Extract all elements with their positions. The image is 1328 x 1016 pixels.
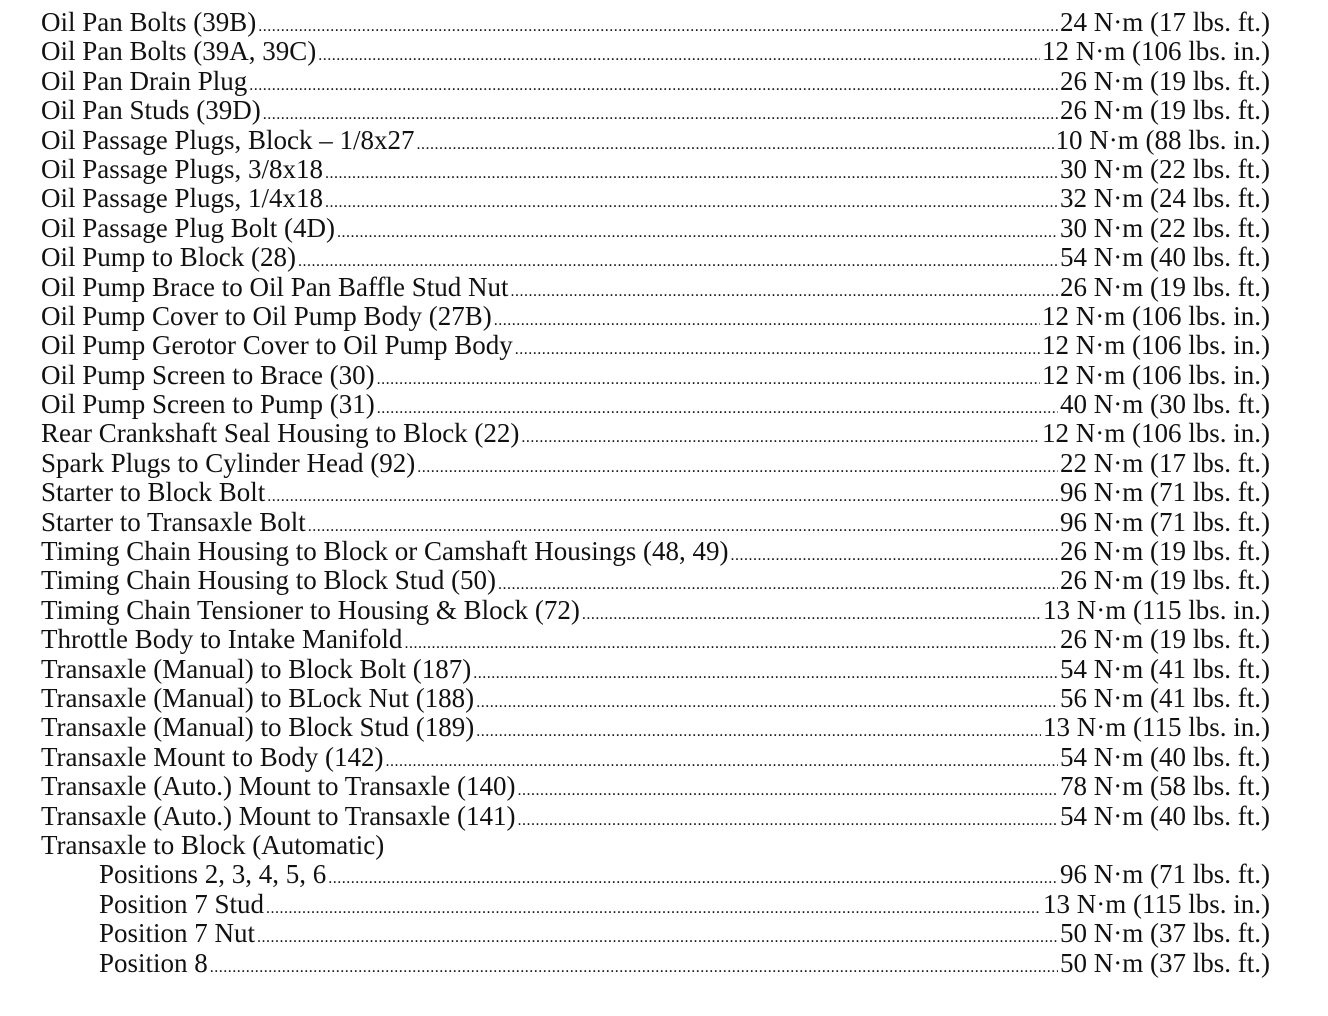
- spec-value: 26 N·m (19 lbs. ft.): [1060, 625, 1270, 655]
- spec-row: [41, 67, 1270, 96]
- spec-value: 30 N·m (22 lbs. ft.): [1060, 213, 1270, 243]
- dot-leader: [325, 159, 1058, 184]
- spec-row: [41, 890, 1270, 919]
- dot-leader: [258, 12, 1058, 37]
- spec-row: [41, 155, 1270, 184]
- spec-value: 54 N·m (40 lbs. ft.): [1060, 742, 1270, 772]
- spec-value: 32 N·m (24 lbs. ft.): [1060, 184, 1270, 214]
- spec-row: [41, 478, 1270, 507]
- dot-leader: [263, 100, 1058, 125]
- dot-leader: [517, 776, 1058, 801]
- spec-label: Oil Pump to Block (28): [41, 243, 296, 273]
- spec-row: [41, 772, 1270, 801]
- spec-label: Oil Pump Cover to Oil Pump Body (27B): [41, 301, 492, 331]
- spec-value: 26 N·m (19 lbs. ft.): [1060, 566, 1270, 596]
- spec-label: Oil Pan Drain Plug: [41, 66, 248, 96]
- spec-label: Oil Passage Plugs, 3/8x18: [41, 154, 324, 184]
- spec-label: Position 8: [99, 948, 208, 978]
- spec-label: Oil Passage Plug Bolt (4D): [41, 213, 335, 243]
- spec-row: [41, 684, 1270, 713]
- spec-label: Oil Pump Screen to Brace (30): [41, 360, 375, 390]
- spec-row: [41, 949, 1270, 978]
- spec-row: [41, 390, 1270, 419]
- spec-value: 12 N·m (106 lbs. in.): [1042, 301, 1270, 331]
- spec-value: 54 N·m (40 lbs. ft.): [1060, 801, 1270, 831]
- dot-leader: [731, 541, 1059, 566]
- spec-value: 22 N·m (17 lbs. ft.): [1060, 448, 1270, 478]
- spec-row: [41, 625, 1270, 654]
- dot-leader: [582, 600, 1041, 625]
- dot-leader: [337, 218, 1058, 243]
- spec-label: Transaxle (Manual) to BLock Nut (188): [41, 683, 475, 713]
- spec-label: Transaxle Mount to Body (142): [41, 742, 384, 772]
- dot-leader: [494, 306, 1040, 331]
- spec-row: [41, 361, 1270, 390]
- spec-row: [41, 655, 1270, 684]
- spec-label: Transaxle (Manual) to Block Stud (189): [41, 713, 475, 743]
- dot-leader: [308, 512, 1058, 537]
- spec-label: Oil Pump Brace to Oil Pan Baffle Stud Nut: [41, 272, 509, 302]
- spec-row: [41, 96, 1270, 125]
- dot-leader: [210, 953, 1058, 978]
- spec-row: [41, 743, 1270, 772]
- spec-label: Oil Passage Plugs, 1/4x18: [41, 184, 324, 214]
- spec-label: Oil Passage Plugs, Block – 1/8x27: [41, 125, 415, 155]
- spec-label: Timing Chain Tensioner to Housing & Block (72): [41, 595, 580, 625]
- spec-label: Positions 2, 3, 4, 5, 6: [99, 860, 327, 890]
- spec-label: Rear Crankshaft Seal Housing to Block (22): [41, 419, 520, 449]
- spec-row: [41, 537, 1270, 566]
- spec-value: 96 N·m (71 lbs. ft.): [1060, 478, 1270, 508]
- dot-leader: [417, 453, 1058, 478]
- spec-label: Oil Pan Bolts (39A, 39C): [41, 37, 317, 67]
- spec-row: [41, 37, 1270, 66]
- spec-value: 26 N·m (19 lbs. ft.): [1060, 66, 1270, 96]
- spec-value: 78 N·m (58 lbs. ft.): [1060, 772, 1270, 802]
- spec-label: Transaxle (Manual) to Block Bolt (187): [41, 654, 472, 684]
- spec-value: 30 N·m (22 lbs. ft.): [1060, 154, 1270, 184]
- spec-value: 96 N·m (71 lbs. ft.): [1060, 507, 1270, 537]
- dot-leader: [328, 864, 1058, 889]
- spec-value: 24 N·m (17 lbs. ft.): [1060, 8, 1270, 37]
- spec-row: [41, 566, 1270, 595]
- spec-label: Timing Chain Housing to Block Stud (50): [41, 566, 497, 596]
- dot-leader: [517, 806, 1058, 831]
- spec-label: Transaxle (Auto.) Mount to Transaxle (141): [41, 801, 516, 831]
- dot-leader: [476, 688, 1058, 713]
- torque-spec-list: [41, 8, 1270, 978]
- group-heading: Transaxle to Block (Automatic): [41, 830, 385, 860]
- dot-leader: [476, 717, 1041, 742]
- spec-label: Transaxle (Auto.) Mount to Transaxle (140): [41, 772, 516, 802]
- spec-value: 54 N·m (40 lbs. ft.): [1060, 243, 1270, 273]
- spec-label: Oil Pump Screen to Pump (31): [41, 390, 375, 420]
- spec-row: [41, 919, 1270, 948]
- group-heading-row: [41, 831, 1270, 860]
- dot-leader: [473, 659, 1058, 684]
- dot-leader: [318, 41, 1040, 66]
- spec-row: [41, 184, 1270, 213]
- spec-label: Throttle Body to Intake Manifold: [41, 625, 403, 655]
- dot-leader: [249, 71, 1058, 96]
- dot-leader: [377, 394, 1058, 419]
- spec-row: [41, 419, 1270, 448]
- spec-value: 12 N·m (106 lbs. in.): [1042, 419, 1270, 449]
- spec-row: [41, 302, 1270, 331]
- spec-value: 50 N·m (37 lbs. ft.): [1060, 919, 1270, 949]
- spec-row: [41, 126, 1270, 155]
- spec-row: [41, 713, 1270, 742]
- spec-value: 13 N·m (115 lbs. in.): [1043, 713, 1270, 743]
- spec-value: 96 N·m (71 lbs. ft.): [1060, 860, 1270, 890]
- dot-leader: [515, 335, 1040, 360]
- spec-label: Position 7 Stud: [99, 889, 265, 919]
- dot-leader: [386, 747, 1059, 772]
- dot-leader: [510, 277, 1058, 302]
- spec-value: 40 N·m (30 lbs. ft.): [1060, 390, 1270, 420]
- spec-label: Oil Pan Studs (39D): [41, 96, 261, 126]
- spec-value: 26 N·m (19 lbs. ft.): [1060, 96, 1270, 126]
- spec-value: 13 N·m (115 lbs. in.): [1043, 595, 1270, 625]
- spec-value: 56 N·m (41 lbs. ft.): [1060, 683, 1270, 713]
- spec-row: [41, 214, 1270, 243]
- spec-value: 13 N·m (115 lbs. in.): [1043, 889, 1270, 919]
- dot-leader: [521, 423, 1040, 448]
- spec-value: 12 N·m (106 lbs. in.): [1042, 37, 1270, 67]
- spec-row: [41, 243, 1270, 272]
- spec-label: Position 7 Nut: [99, 919, 256, 949]
- spec-row: [41, 508, 1270, 537]
- dot-leader: [267, 482, 1058, 507]
- dot-leader: [417, 130, 1054, 155]
- spec-label: Starter to Block Bolt: [41, 478, 266, 508]
- dot-leader: [257, 923, 1058, 948]
- spec-row: [41, 860, 1270, 889]
- dot-leader: [498, 570, 1058, 595]
- spec-row: [41, 449, 1270, 478]
- spec-label: Oil Pump Gerotor Cover to Oil Pump Body: [41, 331, 513, 361]
- dot-leader: [325, 188, 1058, 213]
- spec-row: [41, 273, 1270, 302]
- spec-value: 54 N·m (41 lbs. ft.): [1060, 654, 1270, 684]
- spec-value: 26 N·m (19 lbs. ft.): [1060, 537, 1270, 567]
- spec-value: 26 N·m (19 lbs. ft.): [1060, 272, 1270, 302]
- dot-leader: [377, 365, 1040, 390]
- spec-value: 12 N·m (106 lbs. in.): [1042, 331, 1270, 361]
- spec-label: Oil Pan Bolts (39B): [41, 8, 257, 37]
- dot-leader: [404, 629, 1058, 654]
- spec-label: Spark Plugs to Cylinder Head (92): [41, 448, 416, 478]
- spec-row: [41, 331, 1270, 360]
- spec-value: 10 N·m (88 lbs. in.): [1055, 125, 1270, 155]
- dot-leader: [298, 247, 1058, 272]
- spec-value: 50 N·m (37 lbs. ft.): [1060, 948, 1270, 978]
- spec-row: [41, 802, 1270, 831]
- spec-label: Timing Chain Housing to Block or Camshaft Housings (48, 49): [41, 537, 729, 567]
- spec-row: [41, 8, 1270, 37]
- spec-row: [41, 596, 1270, 625]
- spec-value: 12 N·m (106 lbs. in.): [1042, 360, 1270, 390]
- dot-leader: [266, 894, 1041, 919]
- spec-label: Starter to Transaxle Bolt: [41, 507, 306, 537]
